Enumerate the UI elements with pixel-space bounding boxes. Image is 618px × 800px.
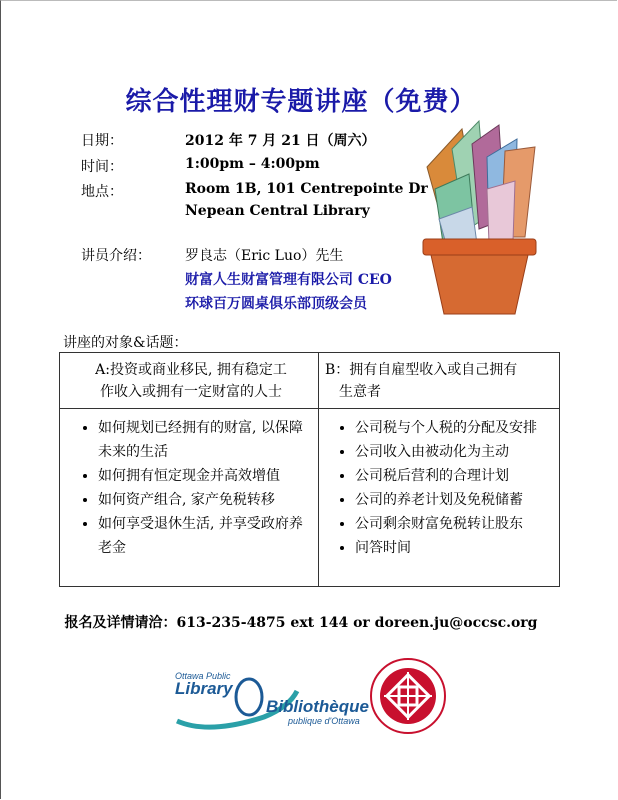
speaker-title-2: 环球百万圆桌俱乐部顶级会员 (185, 296, 367, 312)
contact-info: 报名及详情请洽：613-235-4875 ext 144 or doreen.ju@occsc.org (64, 615, 538, 631)
list-item: • 如何资产组合, 家产免税转移 (98, 488, 314, 512)
topics-header-row (60, 353, 560, 409)
topics-table (59, 352, 560, 587)
library-biblio-text: Bibliothèque (266, 697, 369, 716)
community-center-seal-logo (369, 657, 447, 735)
place-line-1: Room 1B, 101 Centrepointe Dr (185, 181, 428, 197)
audience-a-topics (60, 409, 319, 587)
audience-b-line-1: B：拥有自雇型收入或自己拥有 (325, 362, 518, 378)
library-small-text: Ottawa Public (175, 671, 231, 681)
audience-b-topics (319, 409, 560, 587)
list-item: • 公司剩余财富免税转让股东 (355, 512, 555, 536)
audience-b-header (319, 353, 560, 409)
page-title: 综合性理财专题讲座（免费） (125, 87, 477, 117)
topics-body-row (60, 409, 560, 587)
speaker-title-1: 财富人生财富管理有限公司 CEO (185, 272, 392, 288)
audience-a-list (64, 416, 314, 560)
list-item: • 问答时间 (355, 536, 555, 560)
place-label: 地点： (81, 184, 123, 200)
library-sub-text: publique d'Ottawa (288, 716, 360, 726)
speaker-name: 罗良志（Eric Luo）先生 (185, 248, 344, 264)
topics-section-label: 讲座的对象&话题： (63, 335, 188, 351)
audience-a-header (60, 353, 319, 409)
audience-a-line-1: A:投资或商业移民, 拥有稳定工 (95, 362, 287, 378)
library-big-text: Library (175, 679, 233, 698)
list-item: • 如何享受退休生活, 并享受政府养老金 (98, 512, 314, 560)
list-item: • 如何拥有恒定现金并高效增值 (98, 464, 314, 488)
speaker-label: 讲员介绍： (81, 248, 151, 264)
place-line-2: Nepean Central Library (185, 203, 370, 219)
audience-b-list (323, 416, 555, 560)
time-value: 1:00pm – 4:00pm (185, 156, 320, 172)
audience-b-line-2: 生意者 (339, 384, 381, 400)
ottawa-public-library-logo (169, 669, 369, 737)
list-item: • 公司税后营利的合理计划 (355, 464, 555, 488)
date-label: 日期： (81, 133, 123, 149)
list-item: • 公司税与个人税的分配及安排 (355, 416, 555, 440)
list-item: • 公司收入由被动化为主动 (355, 440, 555, 464)
date-value: 2012 年 7 月 21 日（周六） (185, 133, 376, 149)
audience-a-line-2: 作收入或拥有一定财富的人士 (100, 384, 282, 400)
time-label: 时间： (81, 159, 123, 175)
list-item: • 如何规划已经拥有的财富, 以保障未来的生活 (98, 416, 314, 464)
list-item: • 公司的养老计划及免税储蓄 (355, 488, 555, 512)
money-plant-image (417, 119, 542, 319)
